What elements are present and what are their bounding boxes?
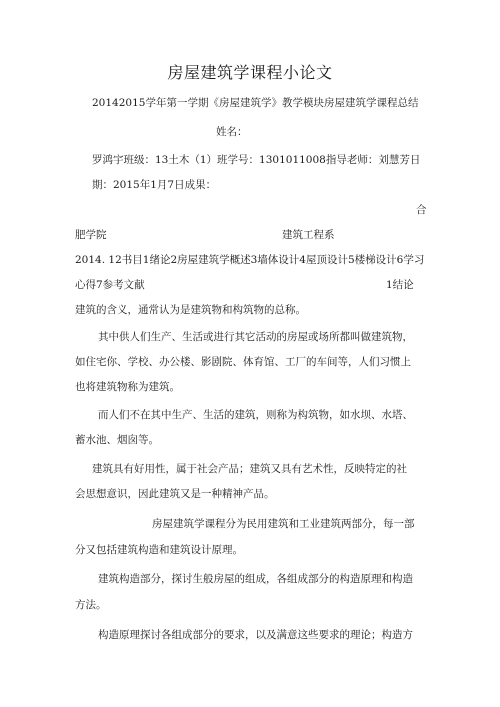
paragraph-2-line-3: 也将建筑物称为建筑。 bbox=[75, 381, 180, 393]
paragraph-4-line-1: 建筑具有好用性，属于社会产品；建筑又具有艺术性，反映特定的社 bbox=[92, 463, 407, 475]
student-info-line-1: 罗鸿宇班级：13土木（1）班学号：1301011008指导老师：刘慧芳日 bbox=[92, 154, 421, 166]
paragraph-7-line-1: 构造原理探讨各组成部分的要求，以及满意这些要求的理论；构造方 bbox=[98, 629, 413, 641]
paragraph-3-line-1: 而人们不在其中生产、生活的建筑，则称为构筑物，如水坝、水塔、 bbox=[98, 409, 413, 421]
paragraph-2-line-2: 如住宅你、学校、办公楼、影剧院、体育馆、工厂的车间等，人们习惯上 bbox=[75, 356, 411, 368]
paragraph-5-line-2: 分又包括建筑构造和建筑设计原理。 bbox=[75, 544, 243, 556]
table-of-contents-line-2: 心得7参考文献 bbox=[75, 279, 145, 291]
department-name: 建筑工程系 bbox=[282, 229, 335, 241]
paragraph-6-line-1: 建筑构造部分，探讨生般房屋的组成，各组成部分的构造原理和构造 bbox=[98, 573, 413, 585]
paragraph-1: 建筑的含义，通常认为是建筑物和构筑物的总称。 bbox=[75, 304, 306, 316]
college-name-part-1: 合 bbox=[416, 204, 427, 216]
paragraph-4-line-2: 会思想意识，因此建筑又是一种精神产品。 bbox=[75, 488, 275, 500]
conclusion-heading: 1结论 bbox=[386, 279, 414, 291]
document-title: 房屋建筑学课程小论文 bbox=[167, 63, 333, 82]
paragraph-2-line-1: 其中供人们生产、生活或进行其它活动的房屋或场所都叫做建筑物， bbox=[98, 331, 413, 343]
table-of-contents-line-1: 2014. 12书目1绪论2房屋建筑学概述3墙体设计4屋顶设计5楼梯设计6学习 bbox=[75, 254, 425, 266]
course-summary-line: 20142015学年第一学期《房屋建筑学》教学模块房屋建筑学课程总结 bbox=[92, 97, 419, 109]
name-label: 姓名： bbox=[216, 126, 248, 138]
student-info-line-2: 期：2015年1月7日成果： bbox=[92, 179, 217, 191]
paragraph-5-line-1: 房屋建筑学课程分为民用建筑和工业建筑两部分，每一部 bbox=[152, 518, 415, 530]
college-name-part-2: 肥学院 bbox=[75, 229, 107, 241]
paragraph-6-line-2: 方法。 bbox=[75, 599, 107, 611]
paragraph-3-line-2: 蓄水池、烟囱等。 bbox=[75, 434, 159, 446]
